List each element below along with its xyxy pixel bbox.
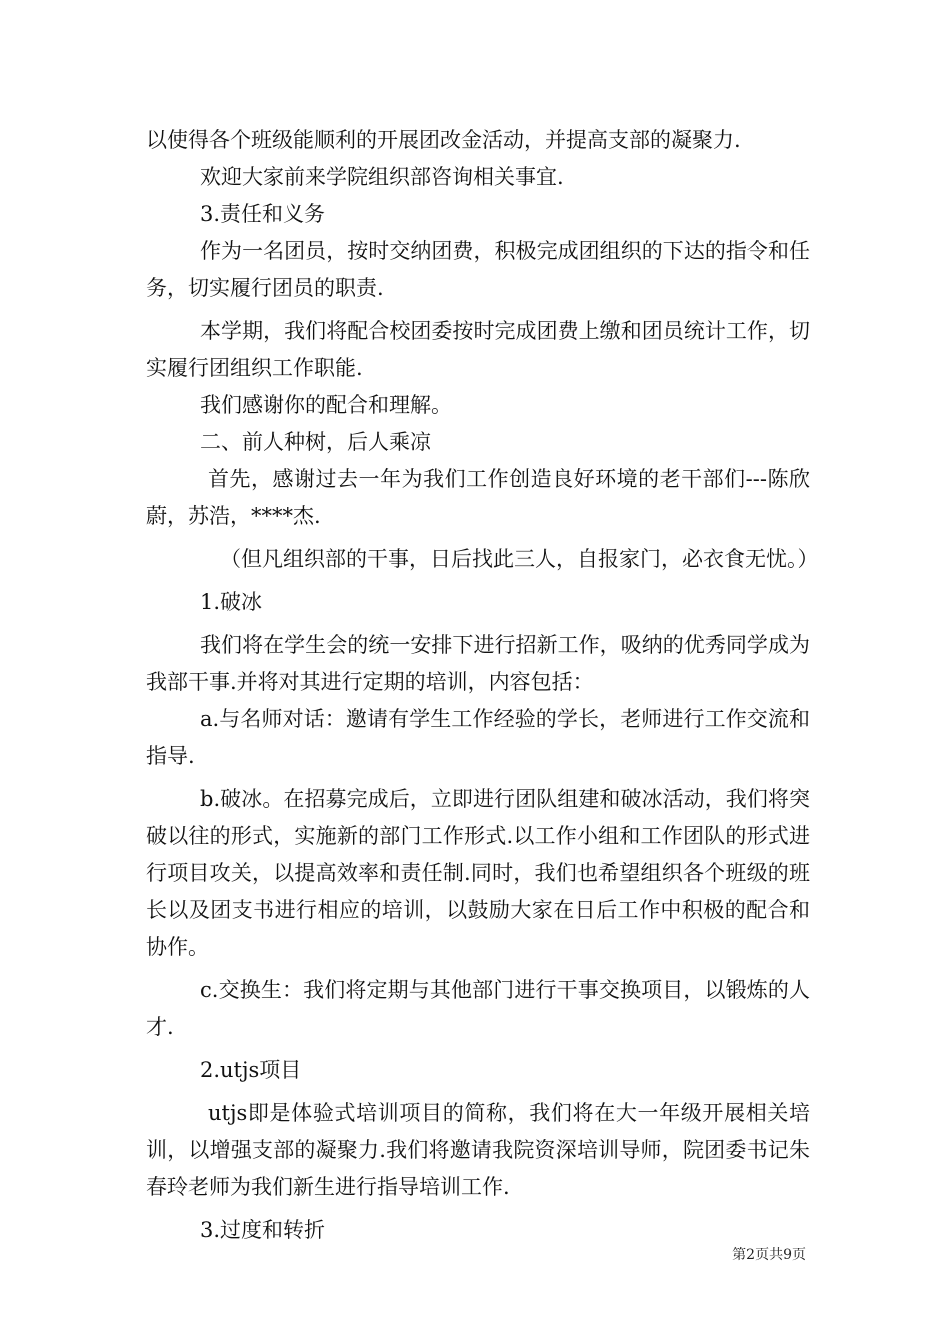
heading-responsibility: 3.责任和义务 bbox=[200, 202, 326, 226]
heading-utjs: 2.utjs项目 bbox=[200, 1058, 302, 1082]
heading-transition: 3.过度和转折 bbox=[200, 1218, 326, 1242]
document-body bbox=[146, 122, 819, 1249]
paragraph-duty: 作为一名团员，按时交纳团费，积极完成团组织的下达的指令和任务，切实履行团员的职责. bbox=[146, 239, 810, 300]
heading-icebreak: 1.破冰 bbox=[200, 590, 263, 614]
paragraph-semester: 本学期，我们将配合校团委按时完成团费上缴和团员统计工作，切实履行团组织工作职能. bbox=[146, 319, 810, 380]
paragraph-thanks: 我们感谢你的配合和理解。 bbox=[200, 393, 452, 417]
paragraph-item-a: a.与名师对话：邀请有学生工作经验的学长，老师进行工作交流和指导. bbox=[146, 707, 810, 768]
heading-section-two: 二、前人种树，后人乘凉 bbox=[200, 430, 431, 454]
paragraph-continuation: 以使得各个班级能顺利的开展团改金活动，并提高支部的凝聚力. bbox=[146, 128, 741, 152]
paragraph-item-c: c.交换生：我们将定期与其他部门进行干事交换项目，以锻炼的人才. bbox=[146, 978, 810, 1039]
paragraph-item-b: b.破冰。在招募完成后，立即进行团队组建和破冰活动，我们将突破以往的形式，实施新的部门工作形式.以工作小组和工作团队的形式进行项目攻关，以提高效率和责任制.同时，我们也希望组织各个班级的班长以及团支书进行相应的培训，以鼓励大家在日后工作中积极的配合和协作。 bbox=[146, 787, 810, 959]
paragraph-parenthetical: （但凡组织部的干事，日后找此三人，自报家门，必衣食无忧。） bbox=[220, 547, 819, 571]
paragraph-utjs: utjs即是体验式培训项目的简称，我们将在大一年级开展相关培训，以增强支部的凝聚力.我们将邀请我院资深培训导师，院团委书记朱春玲老师为我们新生进行指导培训工作. bbox=[146, 1101, 810, 1199]
paragraph-first-thanks: 首先，感谢过去一年为我们工作创造良好环境的老干部们---陈欣蔚，苏浩，****杰. bbox=[146, 467, 810, 528]
page-number: 第2页共9页 bbox=[732, 1247, 806, 1263]
paragraph-welcome: 欢迎大家前来学院组织部咨询相关事宜. bbox=[200, 165, 564, 189]
paragraph-recruit: 我们将在学生会的统一安排下进行招新工作，吸纳的优秀同学成为我部干事.并将对其进行定期的培训，内容包括： bbox=[146, 633, 810, 694]
